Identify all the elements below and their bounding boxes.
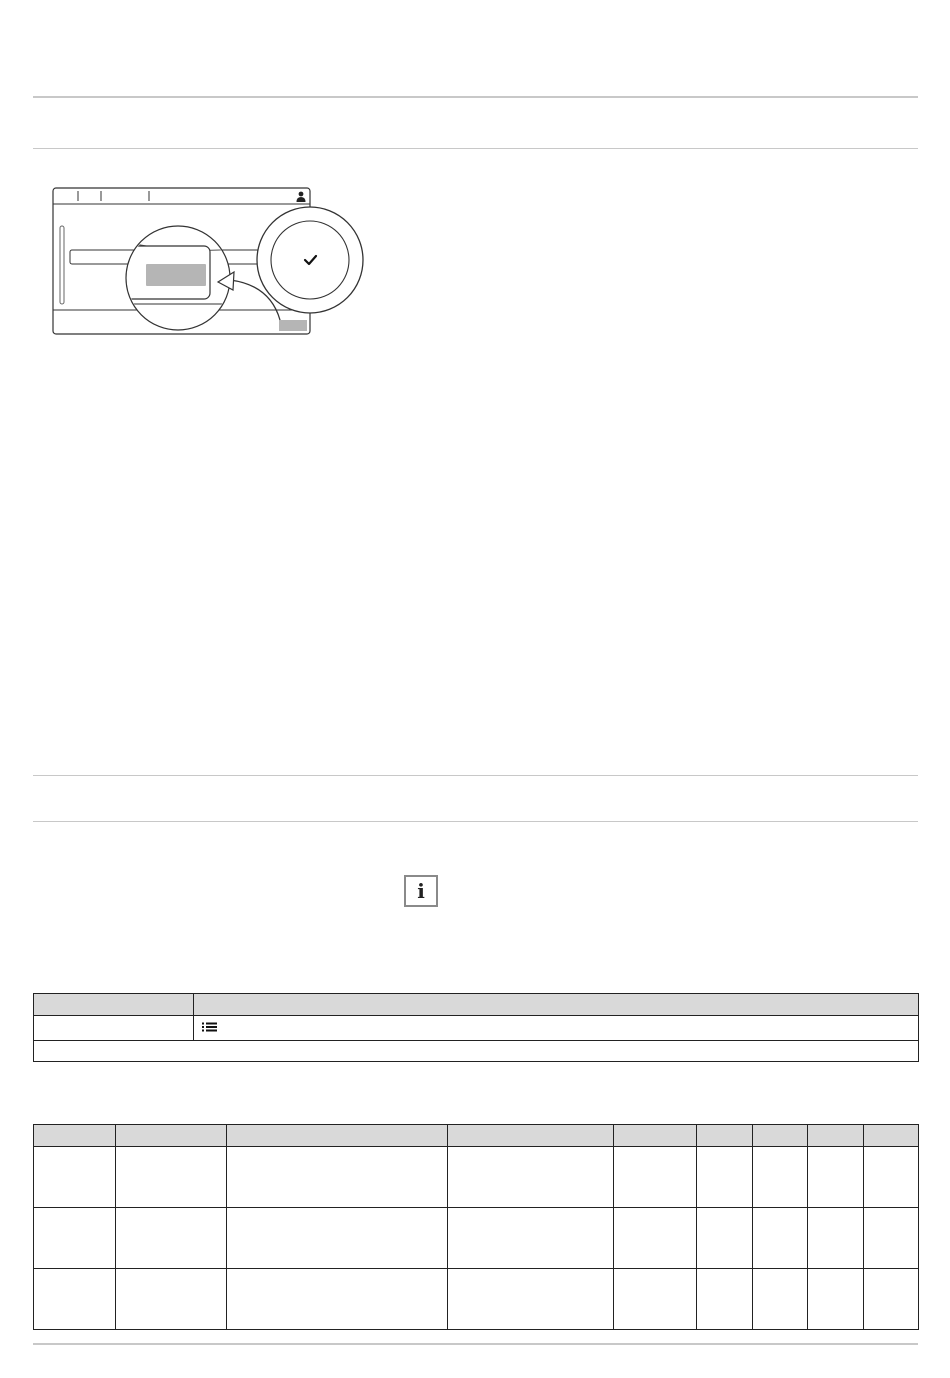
table-cell — [227, 1147, 448, 1208]
info-icon — [404, 875, 438, 907]
table-cell — [697, 1208, 753, 1269]
footer-rule — [33, 1343, 918, 1345]
list-menu-icon — [202, 1022, 217, 1035]
table-cell — [34, 1269, 116, 1330]
table-cell — [753, 1147, 808, 1208]
column-header — [448, 1125, 614, 1147]
table-cell — [753, 1208, 808, 1269]
table-cell — [753, 1269, 808, 1330]
info-icon-glyph: i — [417, 879, 425, 903]
table-row — [34, 1208, 919, 1269]
table-row — [34, 1016, 919, 1041]
table-cell — [227, 1269, 448, 1330]
table-cell — [34, 1147, 116, 1208]
section-rule-top — [33, 775, 918, 776]
column-header — [34, 1125, 116, 1147]
column-header — [227, 1125, 448, 1147]
table-cell — [808, 1147, 864, 1208]
table-cell — [808, 1208, 864, 1269]
table-cell — [614, 1269, 697, 1330]
table-cell — [808, 1269, 864, 1330]
controller-illustration — [50, 180, 370, 340]
table-header-row — [34, 994, 919, 1016]
table-cell — [116, 1269, 227, 1330]
table-cell — [697, 1269, 753, 1330]
column-header — [753, 1125, 808, 1147]
column-header — [697, 1125, 753, 1147]
table-cell — [864, 1269, 919, 1330]
table-cell — [448, 1208, 614, 1269]
table-cell — [614, 1208, 697, 1269]
table-cell — [227, 1208, 448, 1269]
parameters-table — [33, 1124, 919, 1330]
header-rule-top — [33, 96, 918, 98]
table-header-cell — [194, 994, 919, 1016]
table-cell — [864, 1147, 919, 1208]
table-cell — [697, 1147, 753, 1208]
table-cell — [448, 1269, 614, 1330]
column-header — [808, 1125, 864, 1147]
table-row — [34, 1269, 919, 1330]
section-rule-bottom — [33, 821, 918, 822]
table-cell — [448, 1147, 614, 1208]
table-cell — [864, 1208, 919, 1269]
table-cell — [34, 1208, 116, 1269]
table-header-cell — [34, 994, 194, 1016]
menu-path-table — [33, 993, 919, 1062]
table-cell — [614, 1147, 697, 1208]
column-header — [116, 1125, 227, 1147]
rotary-knob-inner — [271, 221, 349, 299]
softkey-highlight — [279, 320, 307, 331]
table-cell — [194, 1016, 919, 1041]
header-rule-bottom — [33, 148, 918, 149]
table-cell — [116, 1147, 227, 1208]
table-cell — [34, 1016, 194, 1041]
zoom-selected-item — [146, 264, 206, 286]
table-header-row — [34, 1125, 919, 1147]
table-cell — [116, 1208, 227, 1269]
table-footer-cell — [34, 1041, 919, 1062]
table-row — [34, 1147, 919, 1208]
column-header — [614, 1125, 697, 1147]
scroll-bar — [60, 226, 64, 304]
table-row — [34, 1041, 919, 1062]
column-header — [864, 1125, 919, 1147]
